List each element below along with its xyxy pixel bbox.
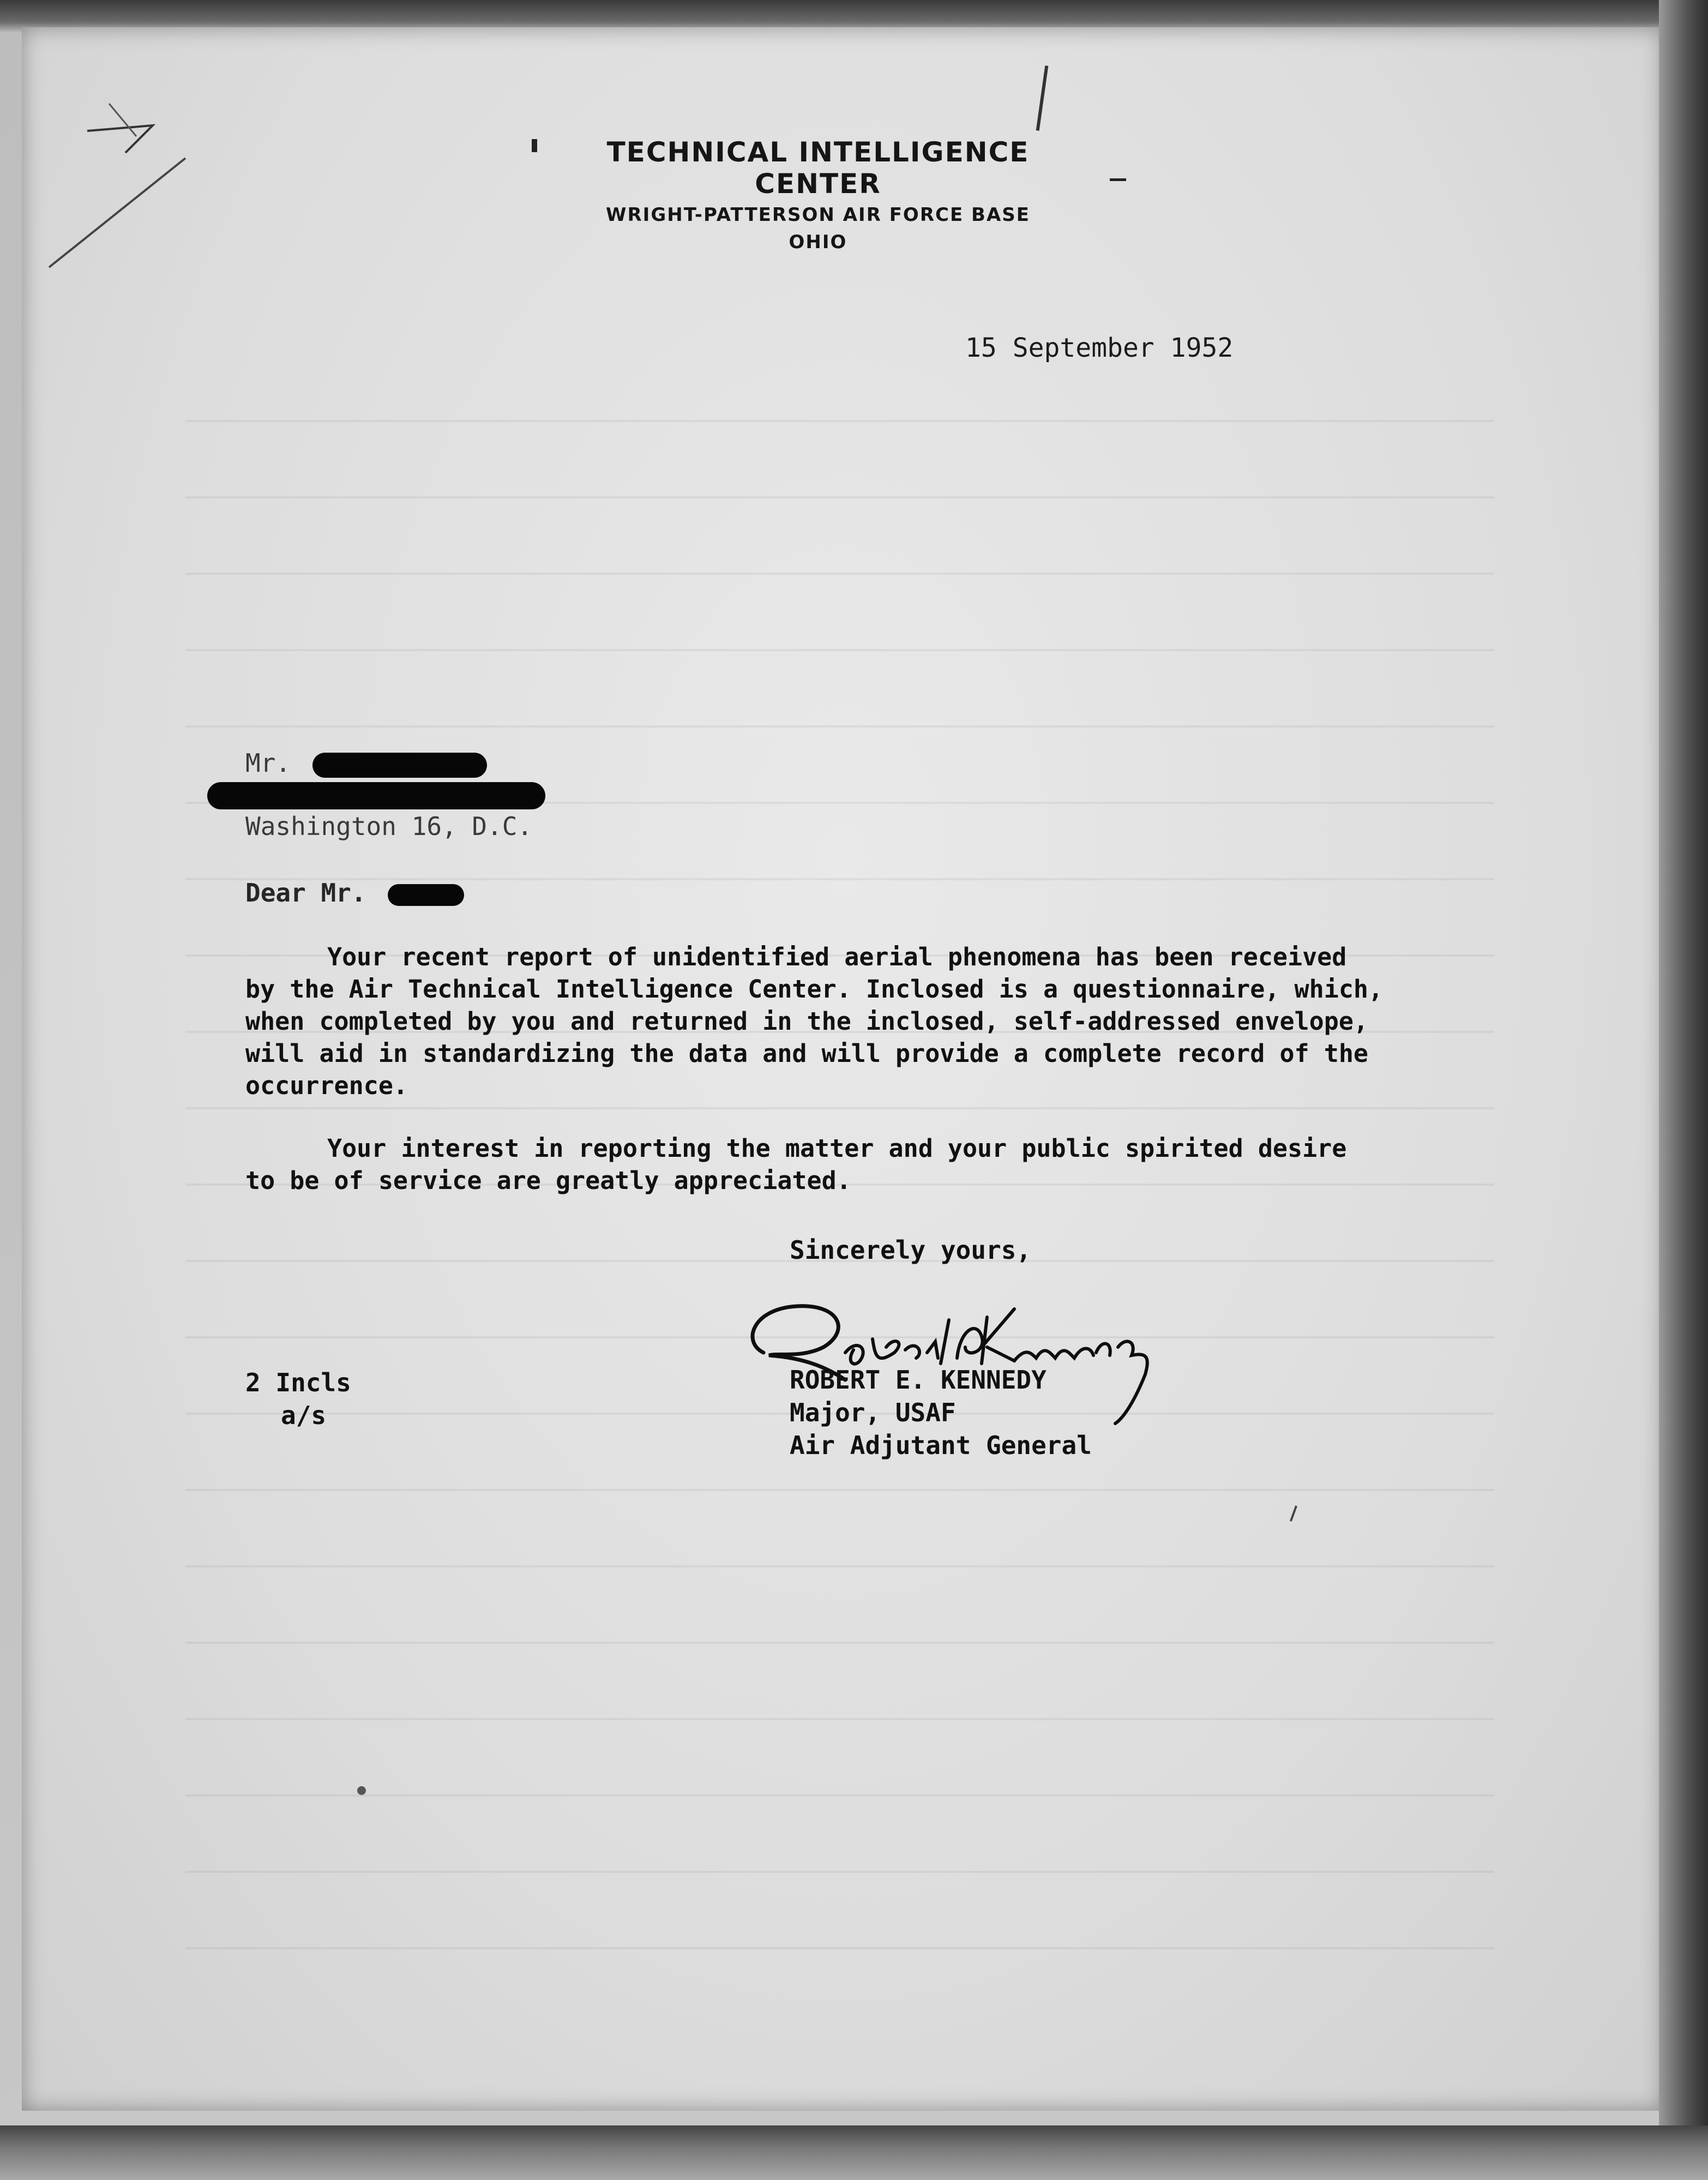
salutation xyxy=(245,878,464,908)
salutation-text: Dear Mr. xyxy=(245,878,366,908)
redaction-salutation-name xyxy=(388,884,464,906)
letterhead xyxy=(573,136,1063,253)
address-prefix: Mr. xyxy=(245,748,291,778)
letter-body xyxy=(245,941,1391,1227)
scan-right-edge xyxy=(1659,0,1708,2180)
address-line-city: Washington 16, D.C. xyxy=(245,812,533,841)
body-paragraph-2: Your interest in reporting the matter and your public spirited desire to be of service are greatly appreciated. xyxy=(245,1134,1347,1195)
inclosures xyxy=(245,1366,351,1432)
inclosure-count: 2 Incls xyxy=(245,1368,351,1397)
letter-date: 15 September 1952 xyxy=(965,333,1234,363)
signer-name: ROBERT E. KENNEDY xyxy=(790,1365,1047,1395)
signer-title: Air Adjutant General xyxy=(790,1431,1092,1460)
scan-bottom-edge xyxy=(0,2125,1708,2180)
redaction-street xyxy=(207,782,545,809)
corner-pencil-mark xyxy=(44,82,207,278)
inclosure-note: a/s xyxy=(281,1401,327,1430)
body-paragraph-1: Your recent report of unidentified aerial phenomena has been received by the Air Technical Intelligence Center. Inclosed is a questionnaire, which, when completed by you and returned in the inclosed, self-addressed envelope, will aid in standardizing the data and will provide a complete record of the occurrence. xyxy=(245,942,1384,1100)
stray-mark xyxy=(1110,178,1126,181)
address-line-name xyxy=(245,747,532,779)
letterhead-state: OHIO xyxy=(789,231,847,253)
letterhead-mark-left xyxy=(532,139,537,152)
redaction-name xyxy=(312,753,487,778)
recipient-address xyxy=(245,747,532,842)
stray-dot xyxy=(357,1786,366,1795)
letterhead-title: TECHNICAL INTELLIGENCE CENTER xyxy=(606,136,1030,200)
letterhead-base: WRIGHT-PATTERSON AIR FORCE BASE xyxy=(606,204,1030,226)
signature-block xyxy=(790,1364,1092,1462)
signer-rank: Major, USAF xyxy=(790,1398,956,1427)
address-line-street xyxy=(245,779,532,810)
closing: Sincerely yours, xyxy=(790,1235,1032,1265)
